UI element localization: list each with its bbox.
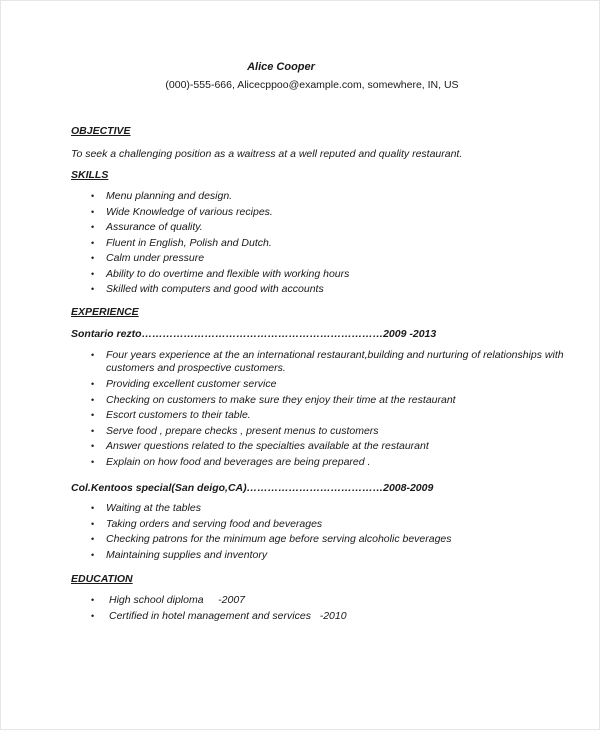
contact-line: (000)-555-666, Alicecppoo@example.com, somewhere, IN, US — [165, 79, 459, 91]
list-item: • Wide Knowledge of various recipes. — [91, 205, 349, 221]
education-list — [91, 593, 347, 624]
skills-list — [91, 189, 349, 298]
list-item: • Certified in hotel management and services -2010 — [91, 609, 347, 625]
job-title: Col.Kentoos special(San deigo,CA)…………………………………2008-2009 — [71, 482, 434, 494]
list-item: • Checking on customers to make sure they enjoy their time at the restaurant — [91, 393, 566, 409]
list-item: • Maintaining supplies and inventory — [91, 548, 452, 564]
list-item: • Escort customers to their table. — [91, 408, 566, 424]
skills-heading: SKILLS — [71, 169, 109, 181]
job-duties-list — [91, 349, 566, 470]
job-duties-list — [91, 501, 452, 563]
list-item: • Ability to do overtime and flexible with working hours — [91, 267, 349, 283]
list-item: • Explain on how food and beverages are being prepared . — [91, 455, 566, 471]
list-item: • Assurance of quality. — [91, 220, 349, 236]
list-item: • Taking orders and serving food and beverages — [91, 517, 452, 533]
list-item: • Four years experience at the an international restaurant,building and nurturing of relationships with customers and prospective customers. — [91, 349, 566, 375]
list-item: • Menu planning and design. — [91, 189, 349, 205]
list-item: • Skilled with computers and good with accounts — [91, 282, 349, 298]
list-item: • Waiting at the tables — [91, 501, 452, 517]
experience-heading: EXPERIENCE — [71, 306, 139, 318]
list-item: • High school diploma -2007 — [91, 593, 347, 609]
job-title: Sontario rezto……………………………………………………………2009 -2013 — [71, 328, 437, 340]
objective-heading: OBJECTIVE — [71, 125, 131, 137]
list-item: • Fluent in English, Polish and Dutch. — [91, 236, 349, 252]
education-heading: EDUCATION — [71, 573, 133, 585]
list-item: • Providing excellent customer service — [91, 377, 566, 393]
list-item: • Serve food , prepare checks , present menus to customers — [91, 424, 566, 440]
objective-text: To seek a challenging position as a waitress at a well reputed and quality restaurant. — [71, 148, 463, 160]
list-item: • Checking patrons for the minimum age before serving alcoholic beverages — [91, 532, 452, 548]
resume-name: Alice Cooper — [247, 61, 315, 73]
list-item: • Calm under pressure — [91, 251, 349, 267]
list-item: • Answer questions related to the specialties available at the restaurant — [91, 439, 566, 455]
